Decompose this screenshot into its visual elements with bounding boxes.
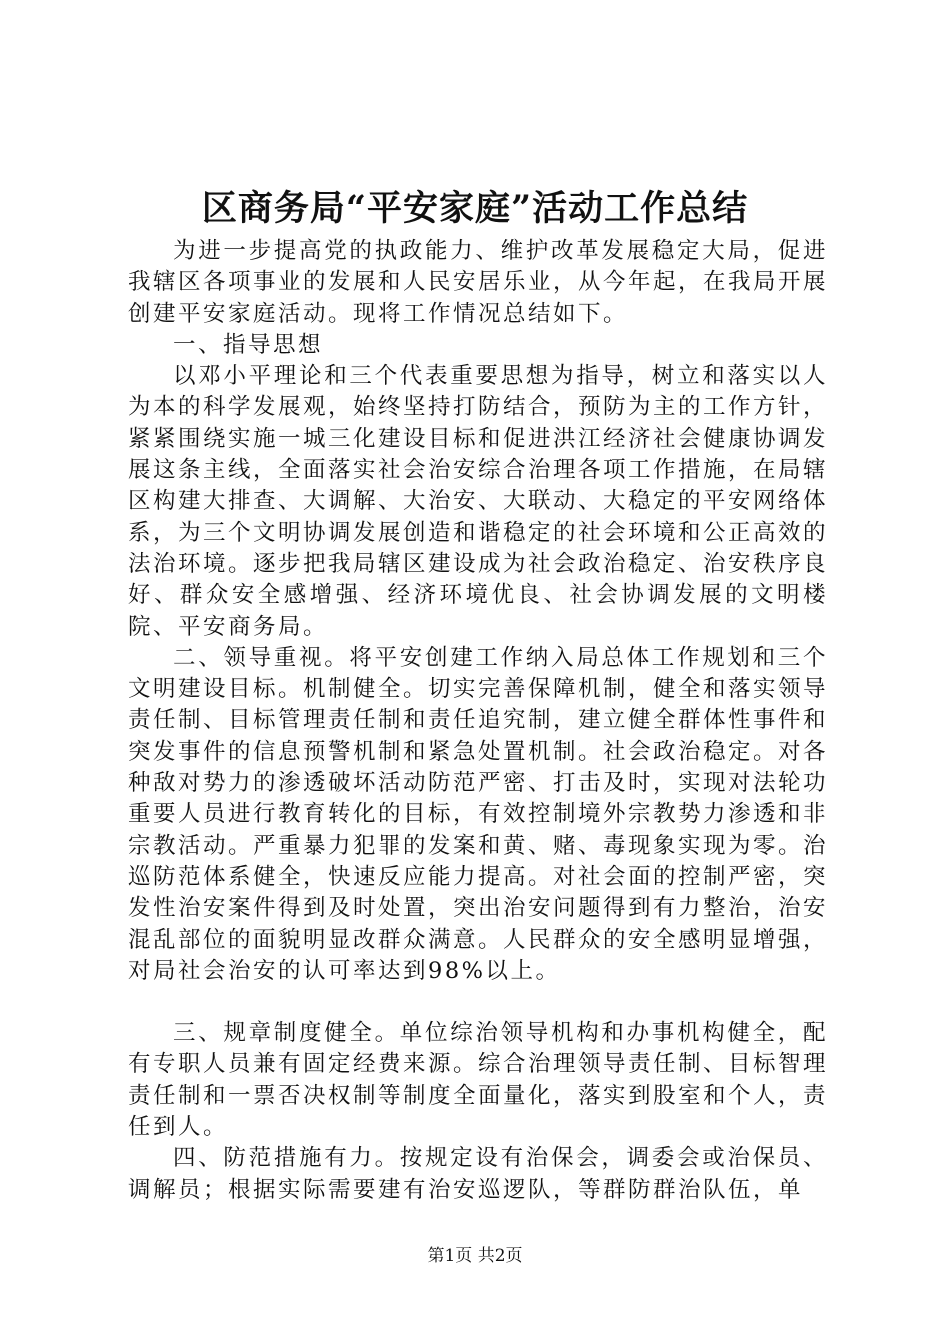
paragraph-rules: 三、规章制度健全。单位综治领导机构和办事机构健全，配有专职人员兼有固定经费来源。综合治理领导责任制、目标智理责任制和一票否决权制等制度全面量化，落实到股室和个人，责任到人。 bbox=[128, 1020, 829, 1141]
paragraph-spacer bbox=[128, 987, 828, 1018]
paragraph-prevention: 四、防范措施有力。按规定设有治保会，调委会或治保员、调解员；根据实际需要建有治安巡逻队，等群防群治队伍，单 bbox=[128, 1145, 828, 1203]
paragraph-guiding-ideology: 以邓小平理论和三个代表重要思想为指导，树立和落实以人为本的科学发展观，始终坚持打防结合，预防为主的工作方针，紧紧围绕实施一城三化建设目标和促进洪江经济社会健康协调发展这条主线，全面落实社会治安综合治理各项工作措施，在局辖区构建大排查、大调解、大治安、大联动、大稳定的平安网络体系，为三个文明协调发展创造和谐稳定的社会环境和公正高效的法治环境。逐步把我局辖区建设成为社会政治稳定、治安秩序良好、群众安全感增强、经济环境优良、社会协调发展的文明楼院、平安商务局。 bbox=[128, 363, 829, 640]
document-body bbox=[128, 236, 828, 1206]
document-title: 区商务局“平安家庭”活动工作总结 bbox=[201, 188, 749, 229]
section-heading-guiding-ideology: 一、指导思想 bbox=[173, 331, 324, 358]
page-number-footer: 第1页 共2页 bbox=[427, 1246, 523, 1266]
paragraph-leadership: 二、领导重视。将平安创建工作纳入局总体工作规划和三个文明建设目标。机制健全。切实完善保障机制，健全和落实领导责任制、目标管理责任制和责任追究制，建立健全群体性事件和突发事件的信息预警机制和紧急处置机制。社会政治稳定。对各种敌对势力的渗透破坏活动防范严密、打击及时，实现对法轮功重要人员进行教育转化的目标，有效控制境外宗教势力渗透和非宗教活动。严重暴力犯罪的发案和黄、赌、毒现象实现为零。治巡防范体系健全，快速反应能力提高。对社会面的控制严密，突发性治安案件得到及时处置，突出治安问题得到有力整治，治安混乱部位的面貌明显改群众满意。人民群众的安全感明显增强，对局社会治安的认可率达到98%以上。 bbox=[128, 644, 829, 984]
paragraph-intro: 为进一步提高党的执政能力、维护改革发展稳定大局，促进我辖区各项事业的发展和人民安居乐业，从今年起，在我局开展创建平安家庭活动。现将工作情况总结如下。 bbox=[128, 238, 829, 327]
